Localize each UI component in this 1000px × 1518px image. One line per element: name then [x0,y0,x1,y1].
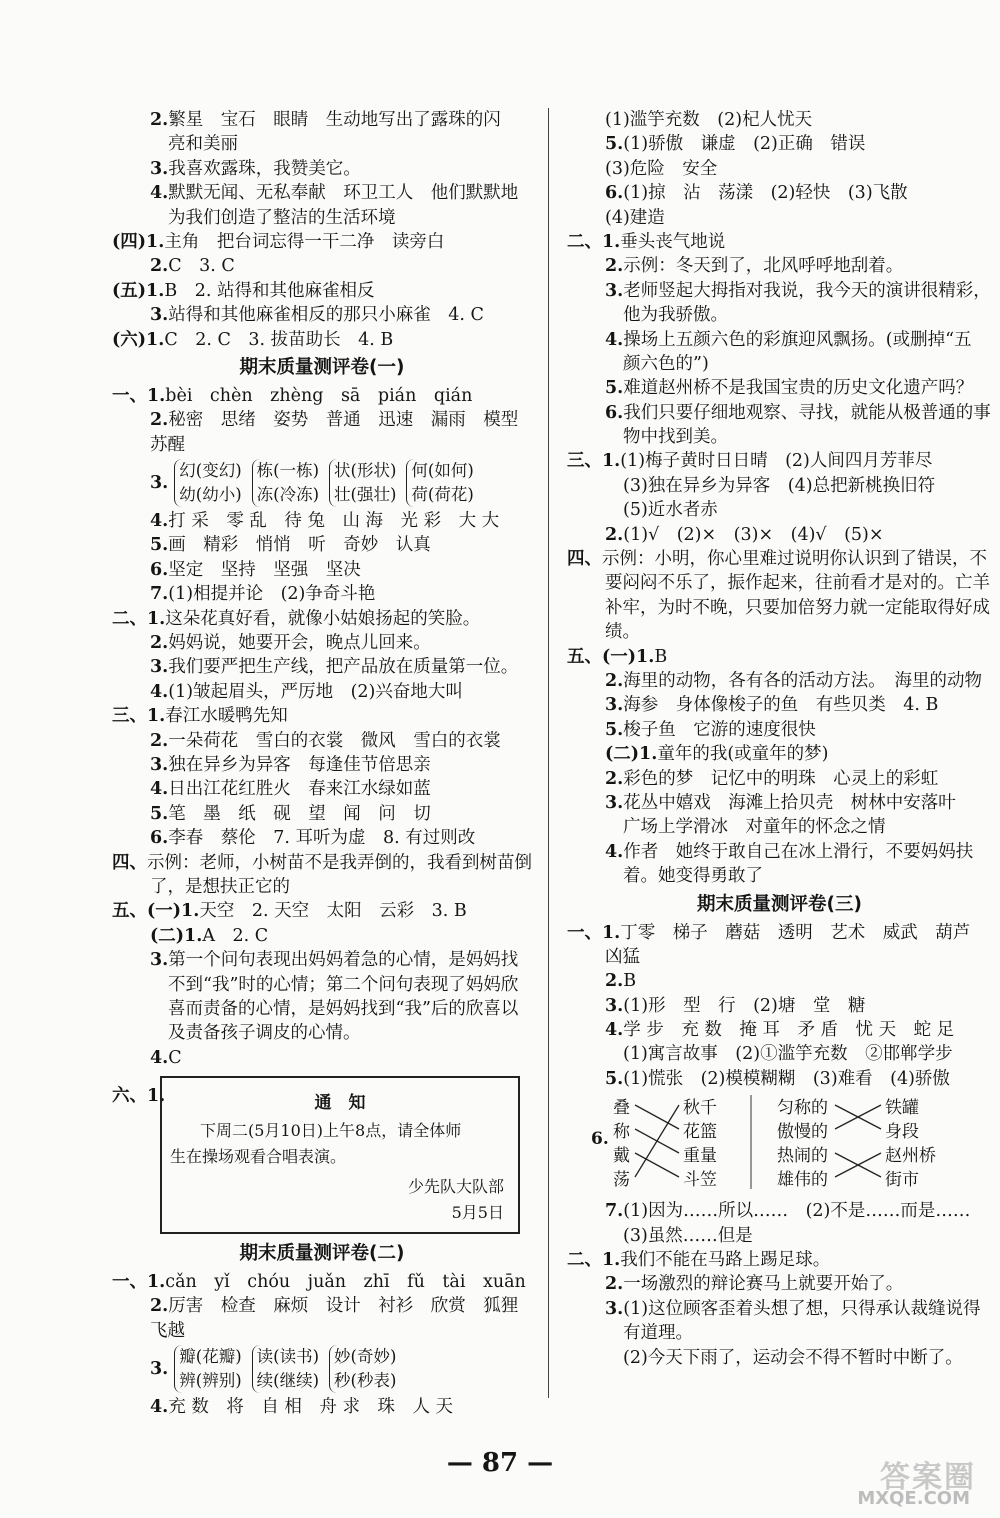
answer-label: 3. [605,280,624,301]
answer-label: 3. [605,695,624,716]
answer-line [567,352,992,376]
answer-text: B [623,971,637,992]
answer-text: 了，是想扶正它的 [150,876,290,897]
answer-line [567,1199,992,1223]
answer-line [112,433,532,457]
answer-line [567,474,992,498]
answer-text: 学 步 充 数 掩 耳 矛 盾 忧 天 蛇 足 [623,1020,955,1041]
answer-text: 示例：老师，小树苗不是我弄倒的，我看到树苗倒 [147,852,532,873]
answer-line [567,230,992,254]
character-group [252,459,319,507]
match-item: 热闹的 [777,1146,828,1167]
answer-line [112,948,532,972]
answer-line [112,680,532,704]
answer-text: 笔 墨 纸 砚 望 闻 问 切 [168,803,431,824]
answer-text: 我们要严把生产线，把产品放在质量第一位。 [168,657,519,678]
answer-label: 2. [605,524,624,545]
answer-text: 默默无闻、无私奉献 环卫工人 他们默默地 [168,183,519,204]
answer-line [567,571,992,595]
answer-line [567,376,992,400]
answer-line [112,533,532,557]
answer-text: 亮和美丽 [168,134,238,155]
character-group [329,459,396,507]
answer-text: (1)骄傲 谦虚 (2)正确 错误 [623,134,866,155]
answer-text: 颜六色的”) [623,353,709,374]
answer-line [567,1321,992,1345]
answer-label: 六、1. [112,1086,166,1107]
answer-text: B 2. 站得和其他麻雀相反 [164,280,375,301]
answer-line [112,230,532,254]
answer-label: 2. [150,1296,169,1317]
answer-text: 我们不能在马路上踢足球。 [620,1250,831,1271]
answer-line [567,328,992,352]
answer-text: 绩。 [605,622,640,643]
answer-label: 一、1. [112,1272,166,1293]
answer-label: 4. [150,681,169,702]
character-word: 辨(辨别) [179,1371,242,1391]
answer-text: B [654,646,668,667]
answer-line [112,303,532,327]
notice-body-line: 下周二(5月10日)上午8点，请全体师 [200,1121,462,1141]
answer-text: (1)慌张 (2)模模糊糊 (3)难看 (4)骄傲 [623,1068,950,1089]
answer-label: 3. [150,657,169,678]
answer-line [112,132,532,156]
page-number: — 87 — [446,1448,554,1478]
answer-label: 2. [150,110,169,130]
answer-line [112,777,532,801]
answer-line [112,279,532,303]
answer-line [112,1319,532,1343]
answer-label: 5. [605,378,624,399]
column-divider [548,108,549,1398]
match-item: 赵州桥 [885,1146,936,1167]
answer-label: 3. [150,305,169,326]
character-word: 壮(强壮) [334,485,397,505]
answer-label: 4. [605,1020,624,1041]
character-word: 冻(冷冻) [256,485,320,505]
character-word: 妙(奇妙) [334,1347,397,1367]
answer-label: 2. [150,633,169,654]
answer-label: (四)1. [112,231,165,252]
answer-label: 四、 [567,549,602,570]
notice-date: 5月5日 [451,1203,504,1223]
answer-label: 5. [150,535,169,556]
answer-line [112,509,532,533]
answer-line [112,206,532,230]
character-group [329,1345,396,1393]
match-item: 匀称的 [777,1098,828,1119]
match-line [635,1105,679,1177]
answer-label: 4. [150,779,169,800]
answer-label: 2. [605,768,624,789]
answer-text: (1)因为……所以…… (2)不是……而是…… [623,1201,971,1222]
answer-line [112,1046,532,1070]
match-item: 雄伟的 [777,1170,828,1191]
watermark-domain: MXQE.COM [857,1488,970,1509]
match-item: 秋千 [683,1098,717,1119]
answer-text: 凶猛 [605,946,640,967]
answer-label: 二、1. [567,1250,621,1271]
character-word: 续(继续) [256,1371,320,1391]
section-title: 期末质量测评卷(三) [697,893,862,915]
answer-line [112,384,532,408]
character-word: 荷(荷花) [411,485,474,505]
brace-answer-row [112,1343,532,1395]
character-group [174,459,241,507]
answer-text: 春江水暖鸭先知 [165,706,288,727]
answer-label: 7. [150,584,169,605]
answer-text: cǎn yǐ chóu juǎn zhī fǔ tài xuān [165,1272,526,1293]
answer-line [567,498,992,522]
answer-text: 梭子鱼 它游的速度很快 [623,719,816,740]
answer-label: 四、 [112,852,147,873]
answer-text: 厉害 检查 麻烦 设计 衬衫 欣赏 狐狸 [168,1296,519,1317]
answer-label: 五、(一)1. [567,646,655,667]
notice-box [160,1076,520,1234]
answer-line [567,547,992,571]
answer-text: 苏醒 [150,434,185,455]
answer-text: 彩色的梦 记忆中的明珠 心灵上的彩虹 [623,768,939,789]
answer-line [567,669,992,693]
answer-text: 独在异乡为异客 每逢佳节倍思亲 [168,754,431,775]
answer-text: 广场上学滑冰 对童年的怀念之情 [623,817,886,838]
notice-signature: 少先队大队部 [407,1177,504,1197]
answer-text: 童年的我(或童年的梦) [657,744,829,765]
answer-text: 喜而责备的心情，是妈妈找到“我”后的欣喜以 [168,998,519,1019]
answer-line [567,1224,992,1248]
answer-text: 丁零 梯子 蘑菇 透明 艺术 威武 葫芦 [620,922,971,943]
answer-text: 难道赵州桥不是我国宝贵的历史文化遗产吗？ [623,378,974,399]
answer-label: 6. [150,559,169,580]
answer-text: 一场激烈的辩论赛马上就要开始了。 [623,1274,904,1295]
answer-line [567,303,992,327]
answer-text: 这朵花真好看，就像小姑娘扬起的笑脸。 [165,608,481,629]
answer-label: 5. [605,1068,624,1089]
answer-label: 4. [605,841,624,862]
answer-line [567,1067,992,1091]
match-item: 戴 [613,1146,630,1167]
answer-line [112,607,532,631]
character-word: 幼(幼小) [179,485,242,505]
answer-line [567,645,992,669]
character-word: 幻(变幻) [179,461,242,481]
answer-line [567,815,992,839]
answer-label: 3. [150,472,169,493]
answer-line [112,157,532,181]
section-title: 期末质量测评卷(一) [239,356,405,378]
section-title: 期末质量测评卷(二) [239,1243,405,1265]
match-item: 斗笠 [683,1170,717,1191]
answer-text: 我喜欢露珠，我赞美它。 [168,158,361,179]
answer-text: (1)这位顾客歪着头想了想，只得承认裁缝说得 [623,1298,981,1319]
answer-line [112,108,532,132]
answer-text: 物中找到美。 [623,427,728,448]
answer-text: (1)梅子黄时日日晴 (2)人间四月芳菲尽 [620,451,933,472]
character-word: 何(如何) [411,461,474,481]
answer-label: 2. [605,971,624,992]
answer-text: (5)近水者赤 [623,500,718,521]
answer-label: (六)1. [112,329,165,350]
answer-label: 3. [605,995,624,1016]
answer-label: 4. [150,183,169,204]
match-item: 街市 [885,1170,919,1191]
character-group [252,1345,319,1393]
answer-text: C 2. C 3. 拔苗助长 4. B [164,329,394,350]
answer-line [567,1297,992,1321]
answer-label: 6. [605,183,624,204]
answer-line [112,753,532,777]
answer-text: 天空 2. 天空 太阳 云彩 3. B [199,901,467,922]
answer-line [112,802,532,826]
answer-text: (3)虽然……但是 [623,1225,753,1246]
answer-label: 3. [150,950,169,971]
answer-line [567,523,992,547]
answer-line [567,206,992,230]
answer-label: (二)1. [605,744,658,765]
answer-line [567,401,992,425]
answer-label: 二、1. [567,231,621,252]
answer-line [567,425,992,449]
character-groups [174,1345,396,1393]
answer-line [112,1021,532,1045]
answer-text: 海参 身体像梭子的鱼 有些贝类 4. B [623,695,939,716]
answer-line [112,875,532,899]
answer-text: 有道理。 [623,1323,693,1344]
answer-line [567,1346,992,1370]
answer-line [567,1018,992,1042]
match-item: 叠 [613,1098,630,1119]
answer-line [567,181,992,205]
answer-line [112,1294,532,1318]
answer-text: 繁星 宝石 眼睛 生动地写出了露珠的闪 [168,110,501,130]
answer-text: 作者 她终于敢自己在冰上滑行，不要妈妈扶 [623,841,974,862]
answer-line [567,157,992,181]
answer-line [112,181,532,205]
answer-label: 一、1. [112,385,166,406]
character-word: 秒(秒表) [334,1371,397,1391]
character-group [174,1345,241,1393]
answer-line [567,449,992,473]
answer-text: (1)相提并论 (2)争奇斗艳 [168,584,376,605]
answer-label: 5. [605,134,624,155]
answer-line [112,1395,532,1419]
answer-line [567,921,992,945]
right-column [567,108,992,1370]
answer-line [567,596,992,620]
answer-label: 5. [150,803,169,824]
answer-label: 3. [150,754,169,775]
answer-label: 2. [150,730,169,751]
answer-text: 为我们创造了整洁的生活环境 [168,207,396,228]
answer-line [567,742,992,766]
answer-text: bèi chèn zhèng sā pián qián [165,385,473,406]
answer-line [112,704,532,728]
answer-label: 三、1. [112,706,166,727]
answer-label: 2. [605,1274,624,1295]
answer-text: (1)皱起眉头，严厉地 (2)兴奋地大叫 [168,681,463,702]
answer-text: 补牢，为时不晚，只要加倍努力就一定能取得好成 [605,597,990,618]
answer-text: 着。她变得勇敢了 [623,866,763,887]
character-group [406,459,473,507]
answer-label: 3. [605,1298,624,1319]
answer-text: (3)独在异乡为异客 (4)总把新桃换旧符 [623,475,936,496]
answer-label: (二)1. [150,925,203,946]
answer-text: 一朵荷花 雪白的衣裳 微风 雪白的衣裳 [168,730,501,751]
answer-line [112,899,532,923]
answer-text: 打 采 零 乱 待 兔 山 海 光 彩 大 大 [168,511,500,532]
answer-text: 要闷闷不乐了，振作起来，往前看才是对的。亡羊 [605,573,990,594]
answer-line [112,631,532,655]
answer-line [567,864,992,888]
notice-title: 通 知 [314,1093,366,1114]
answer-text: 花丛中嬉戏 海滩上拾贝壳 树林中安落叶 [623,792,956,813]
left-column [112,108,532,1420]
answer-label: 7. [605,1201,624,1222]
answer-label: 6. [150,828,169,849]
character-groups [174,459,474,507]
answer-label: 4. [150,511,169,532]
answer-label: 二、1. [112,608,166,629]
answer-text: 垂头丧气地说 [620,231,726,252]
answer-line [112,997,532,1021]
answer-text: 画 精彩 悄悄 听 奇妙 认真 [168,535,431,556]
answer-label: 4. [150,1397,169,1418]
answer-text: 李春 蔡伦 7. 耳听为虚 8. 有过则改 [168,828,476,849]
answer-line [112,408,532,432]
answer-line [567,994,992,1018]
answer-text: (1)√ (2)× (3)× (4)√ (5)× [623,524,884,545]
answer-line [567,767,992,791]
answer-text: C 3. C [168,256,235,277]
answer-text: (1)滥竽充数 (2)杞人忧天 [605,110,813,130]
answer-label: 2. [150,256,169,277]
answer-line [112,558,532,582]
match-item: 重量 [683,1146,717,1167]
character-word: 状(形状) [334,461,397,481]
answer-text: 及责备孩子调皮的心情。 [168,1023,361,1044]
answer-line [567,108,992,132]
answer-label: 6. [605,402,624,423]
answer-text: 坚定 坚持 坚强 坚决 [168,559,361,580]
answer-label: (五)1. [112,280,165,301]
match-item: 铁罐 [885,1098,919,1119]
answer-label: 4. [605,329,624,350]
answer-line [567,132,992,156]
answer-text: (1)形 型 行 (2)塘 堂 糖 [623,995,866,1016]
answer-text: 飞越 [150,1320,185,1341]
answer-line [112,973,532,997]
answer-line [567,620,992,644]
answer-label: 一、1. [567,922,621,943]
answer-text: (4)建造 [605,207,665,228]
answer-line [567,969,992,993]
answer-line [567,1248,992,1272]
answer-label: 3. [605,792,624,813]
answer-line [567,279,992,303]
answer-label: 6. [591,1129,609,1150]
answer-line [567,1272,992,1296]
answer-text: (1)寓言故事 (2)①滥竽充数 ②邯郸学步 [623,1044,953,1065]
answer-text: 站得和其他麻雀相反的那只小麻雀 4. C [168,305,484,326]
answer-text: 充 数 将 自 相 舟 求 珠 人 天 [168,1397,454,1418]
answer-text: 日出江花红胜火 春来江水绿如蓝 [168,779,431,800]
answer-line [112,729,532,753]
answer-text: 不到“我”时的心情；第二个问句表现了妈妈欣 [168,974,519,995]
watermark-logo [818,1452,976,1508]
match-item: 花篮 [683,1122,717,1143]
match-item: 称 [613,1122,630,1143]
match-item: 身段 [885,1122,919,1143]
answer-text: 主角 把台词忘得一干二净 读旁白 [164,231,445,252]
answer-text: 第一个问句表现出妈妈着急的心情，是妈妈找 [168,950,519,971]
brace-answer-row [112,457,532,509]
answer-line [567,840,992,864]
answer-line [567,945,992,969]
notice-body-line: 生在操场观看合唱表演。 [170,1147,347,1167]
watermark-text: 答案圈 [880,1460,976,1495]
answer-line [112,328,532,352]
answer-line [567,791,992,815]
answer-line [112,254,532,278]
answer-label: 5. [605,719,624,740]
answer-label: 2. [605,670,624,691]
answer-text: C [168,1047,182,1068]
answer-label: 五、(一)1. [112,901,200,922]
answer-text: 老师竖起大拇指对我说，我今天的演讲很精彩， [623,280,991,301]
matching-exercise [591,1093,992,1193]
match-item: 荡 [613,1170,630,1191]
answer-label: 2. [605,256,624,277]
answer-line [567,254,992,278]
answer-line [567,718,992,742]
answer-label: 3. [150,158,169,179]
answer-line [567,1042,992,1066]
answer-line [112,851,532,875]
answer-label: 3. [150,1359,169,1380]
character-word: 栋(一栋) [256,461,320,481]
answer-text: (3)危险 安全 [605,158,718,179]
answer-text: (2)今天下雨了，运动会不得不暂时中断了。 [623,1347,963,1368]
answer-line [112,924,532,948]
answer-line [112,1270,532,1294]
answer-line [112,582,532,606]
answer-label: 2. [150,410,169,431]
answer-text: 妈妈说，她要开会，晚点儿回来。 [168,633,431,654]
notice-row [112,1076,532,1234]
answer-text: 海里的动物，各有各的活动方法。 海里的动物 [623,670,983,691]
answer-text: 操场上五颜六色的彩旗迎风飘扬。(或删掉“五 [623,329,972,350]
answer-text: 他为我骄傲。 [623,305,728,326]
answer-line [112,826,532,850]
character-word: 读(读书) [256,1347,320,1367]
answer-label: 三、1. [567,451,621,472]
character-word: 瓣(花瓣) [179,1347,242,1367]
answer-text: 我们只要仔细地观察、寻找，就能从极普通的事 [623,402,991,423]
answer-line [567,693,992,717]
answer-text: (1)掠 沾 荡漾 (2)轻快 (3)飞散 [623,183,908,204]
answer-line [112,655,532,679]
answer-text: 示例：小明，你心里难过说明你认识到了错误，不 [602,549,987,570]
match-item: 傲慢的 [777,1122,828,1143]
answer-text: 示例：冬天到了，北风呼呼地刮着。 [623,256,904,277]
answer-text: A 2. C [202,925,269,946]
answer-label: 4. [150,1047,169,1068]
answer-text: 秘密 思绪 姿势 普通 迅速 漏雨 模型 [168,410,519,431]
